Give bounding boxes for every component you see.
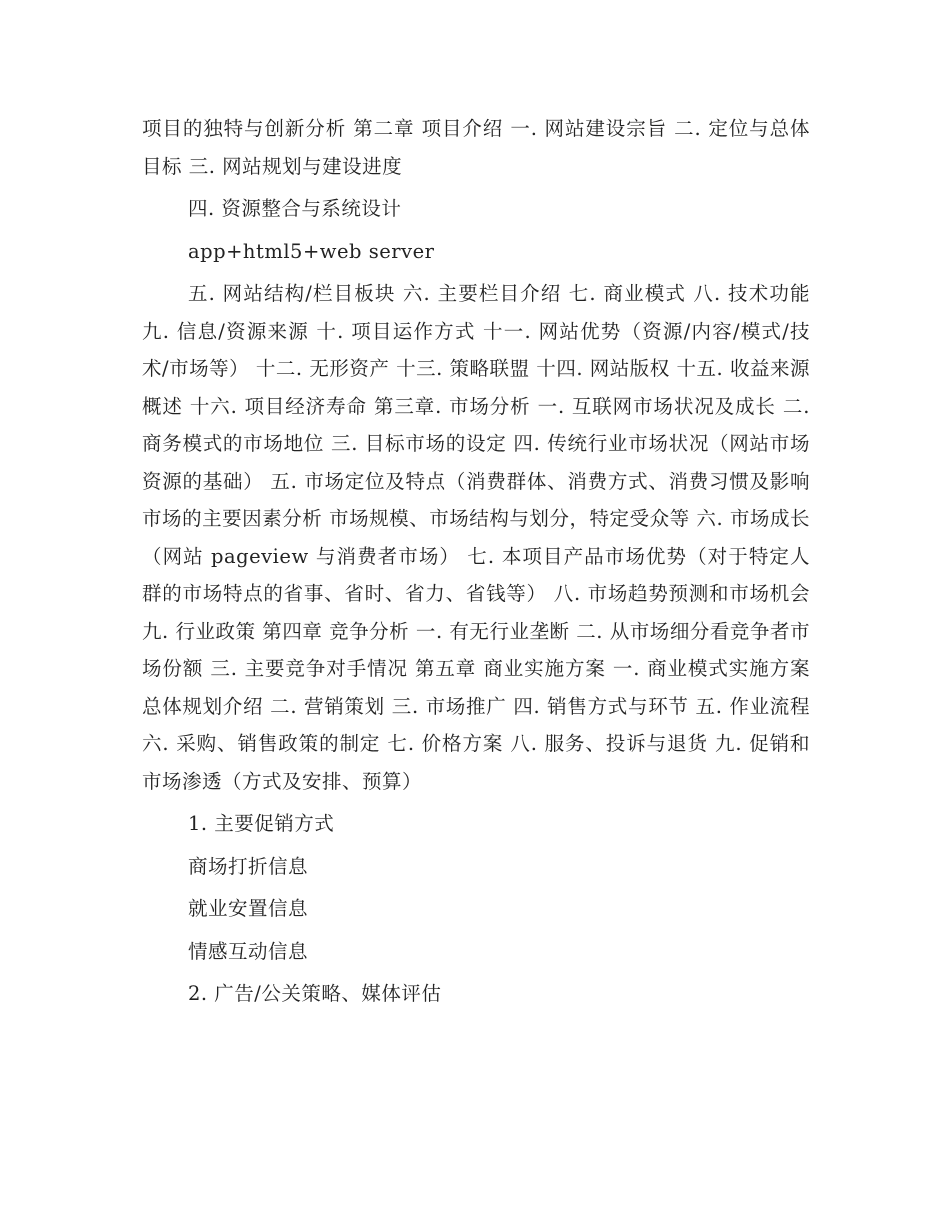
paragraph-item-discount: 商场打折信息 xyxy=(188,854,309,878)
paragraph-outline: 五. 网站结构/栏目板块 六. 主要栏目介绍 七. 商业模式 八. 技术功能 九. 信息/资源来源 十. 项目运作方式 十一. 网站优势（资源/内容/模式/技术/市场等） 十二. 无形资产 十三. 策略联盟 十四. 网站版权 十五. 收益来源概述 十六. 项目经济寿命 第三章. 市场分析 一. 互联网市场状况及成长 二. 商务模式的市场地位 三. 目标市场的设定 四. 传统行业市场状况（网站市场资源的基础） 五. 市场定位及特点（消费群体、消费方式、消费习惯及影响市场的主要因素分析 市场规模、市场结构与划分，特定受众等 六. 市场成长（网站 pageview 与消费者市场） 七. 本项目产品市场优势（对于特定人群的市场特点的省事、省时、省力、省钱等） 八. 市场趋势预测和市场机会 九. 行业政策 第四章 竞争分析 一. 有无行业垄断 二. 从市场细分看竞争者市场份额 三. 主要竞争对手情况 第五章 商业实施方案 一. 商业模式实施方案总体规划介绍 二. 营销策划 三. 市场推广 四. 销售方式与环节 五. 作业流程 六. 采购、销售政策的制定 七. 价格方案 八. 服务、投诉与退货 九. 促销和市场渗透（方式及安排、预算） xyxy=(142,282,810,793)
paragraph-item-emotion: 情感互动信息 xyxy=(188,939,309,963)
paragraph-intro: 项目的独特与创新分析 第二章 项目介绍 一. 网站建设宗旨 二. 定位与总体目标 三. 网站规划与建设进度 xyxy=(142,117,810,178)
paragraph-advertising-heading: 2. 广告/公关策略、媒体评估 xyxy=(188,982,442,1005)
paragraph-item-employment: 就业安置信息 xyxy=(188,897,309,920)
paragraph-promotion-heading: 1. 主要促销方式 xyxy=(188,812,335,835)
paragraph-tech-stack: app+html5+web server xyxy=(188,239,435,263)
document-page xyxy=(142,110,810,1013)
paragraph-resources: 四. 资源整合与系统设计 xyxy=(188,197,402,220)
